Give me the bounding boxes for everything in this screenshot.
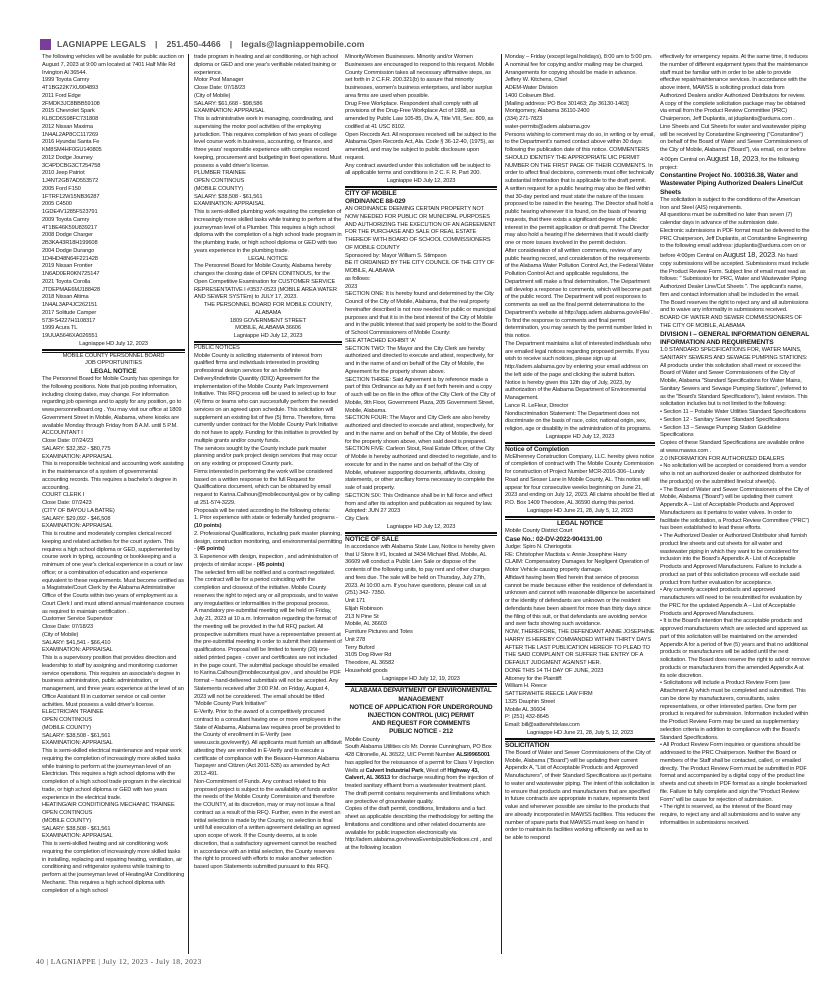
notice-text: The solicitation is subject to the conditions of the American Iron and Steel (AIS) requirements. xyxy=(660,196,801,211)
page-footer: 40 | LAGNIAPPE | July 12, 2023 - July 18, 2023 xyxy=(36,957,202,966)
notice-text: 1J4NT2GB7AD553572 xyxy=(42,178,99,184)
notice-text: • It is the Board's intention that the acceptable products and approved manufacturers which are selected and approved as part of this solicitation will be maintained on the amended Appendix A for a period of five (5) years and that no additional products or manufacturers will be added until the next solicitation. The Board does reserve the right to add or remove products or manufacturers from the amended Appendix A at its sole discretion. xyxy=(660,618,810,679)
notice-text: • Solicitations will include a Product Review Form (see Attachment A) which must be completed and submitted. This can be done by manufacturers, consultants, sales representatives, or other interested parties. One form per product is required for submission. Information included within the Product Review Form may be used as supplementary selection criteria in addition to compliance with the Board's Standard Specifications. xyxy=(660,680,809,741)
notice-text: Household goods xyxy=(345,667,388,674)
page-header xyxy=(40,37,364,51)
notice-text: KM8SM4HF0GU140805 xyxy=(42,147,102,153)
notice-text: This is routine and moderately complex clerical record keeping and related activities for the court system. This requires a high school diploma or GED, supplemented by course work in typing, accounting or bookkeeping and a minimum of one year's clerical experience in a court or law office; or a combination of education and experience equivalent to these requirements. Must become certified as a Magistrate/Court Clerk by the Alabama Administrative Office of the Courts within two years of employment as a Court Clerk I and must attend annual maintenance courses as required to maintain certification . xyxy=(42,531,184,615)
notice-text: 3. Experience with design, inspection , and administration of projects of similar scope - (45 points) xyxy=(194,554,338,568)
notice-text: 2012 Dodge Journey xyxy=(42,154,93,161)
notice-text: • Section 13 – Sewage Pumping Station Guideline Specifications xyxy=(660,424,781,439)
notice-text: trade program in heating and air conditioning, or high school diploma or GED and one year's verifiable related training or experience. xyxy=(194,54,339,76)
notice-text: Mobile County is soliciting statements of interest from qualified firms and individuals interested in providing professional design services for an Indefinite Delivery/Indefinite Quantity (IDIQ) Agreement for the implementation of the Mobile County Park Improvement Initiative. This RFQ process will be used to select up to four (4) firms or teams who can successfully perform the needed services on an agreed upon schedule. This solicitation will supplement an existing list of five (5) firms. Therefore, firms currently under contract for the Mobile County Park Initiative do not have to apply. Funding for this initiative is provided by multiple grants and/or county funds. xyxy=(194,352,339,444)
notice-text: • The right is reserved, as the interest of the Board may require, to reject any and all submissions and to waive any informalities in submissions received. xyxy=(660,804,801,826)
notice-text: SALARY: $38,508 - $61,561 xyxy=(194,193,263,200)
notice-text: EXAMINATION: APPRAISAL xyxy=(42,833,113,840)
notice-text: AN ORDINANCE DEEMING CERTAIN PROPERTY NOT NOW NEEDED FOR PUBLIC OR MUNICIPAL PURPOSES AND AUTHORIZING THE EXECUTION OF AN AGREEMENT FOR THE PURCHASE AND SALE OF REAL ESTATE THEREOF WITH BOARD OF SCHOOL COMMISSIONERS OF MOBILE COUNTY xyxy=(345,206,496,251)
notice-text: The Personnel Board for Mobile County has openings for the following positions. Note that job posting information, including closing dates, may change. For information regarding job openings and to apply for any position, go to www.personnelboard.org . You may visit our office at 1809 Government Street in Mobile, Alabama, where kiosks are available Monday through Friday from 8 A.M. until 5 P.M. xyxy=(42,376,182,429)
notice-text: 1N6AD0ER0KN725147 xyxy=(42,271,100,277)
separator: | xyxy=(229,39,233,49)
notice-text: 19UUA5646XA026551 xyxy=(42,333,98,339)
notice-text: Email: bill@satterwhitelaw.com xyxy=(505,722,580,729)
notice-text: (MOBILE COUNTY) xyxy=(194,185,244,192)
notice-text: Nondiscrimination Statement: The Department does not discriminate on the basis of race, color, national origin, sex, religion, age or disability in the administration of its programs. xyxy=(505,410,652,432)
notice-text: SALARY: $38,508 - $61,561 xyxy=(42,732,111,739)
notice-text: South Alabama Utilities c/o Mr. Donnie Cunningham, PO Box 428 Citronelle, AL 36522, UIC Permit Number ALSI9965001 has applied for the reissuance of a permit for Class V Injection Wells at Calvert Industrial Park, West off Highway 43, Calvert, AL 36513 for discharge resulting from the injection of treated sanitary effluent from a wastewater treatment plant. xyxy=(345,744,494,790)
notice-heading: PUBLIC NOTICE - 212 xyxy=(389,728,453,736)
notice-heading: LEGAL NOTICE xyxy=(556,519,604,527)
notice-text: SALARY: $41,541 - $66,410 xyxy=(42,639,111,646)
notice-text: DONE THIS 14 TH DAY OF JUNE, 2023 xyxy=(505,667,604,674)
notice-text: SECTION FIVE: Carleon Stout, Real Estate Officer, of the City of Mobile is hereby authorized and directed to negotiate, and to execute for and in the name and on behalf of the City of Mobile, whatever supporting documents, affidavits, closing statements, or other ancillary forms necessary to complete the sale of said property. xyxy=(345,446,497,492)
notice-text: 2018 Nissan Altima xyxy=(42,294,89,301)
column-5 xyxy=(660,54,810,954)
column-2 xyxy=(194,54,342,954)
notice-text: (City of Mobile) xyxy=(42,631,79,638)
email-link[interactable]: legals@lagniappemobile.com xyxy=(241,39,365,49)
separator: | xyxy=(154,39,158,49)
notice-text: 1325 Dauphin Street xyxy=(505,698,555,705)
notice-text: Mobile County District Court xyxy=(505,527,573,534)
notice-text: 2015 Chevrolet Spark xyxy=(42,108,95,115)
notice-text: EXAMINATION: APPRAISAL xyxy=(42,523,113,530)
notice-text: A mandatory pre-submittal meeting will be held on Friday, July 21, 2023 at 10 a.m. Information regarding the format of the meeting will be provided in the full RFQ packet. All prospective submitters must have a representative present at the pre-submittal meeting in order to submit their statement of qualifications. Proposal will be limited to twenty (20) one-sided printed pages - cover and certificates are not included in the page count. The submittal package should be emailed to Karina.Calhoun@mobilecountyal.gov , and should be PDF format – hand-delivered submittals will not be accepted. Any Statements received after 3:00 P.M. on Friday, August 4, 2023 will not be considered. The email should be titled "Mobile County Park Initiative" xyxy=(194,608,342,708)
notice-text: 2016 Hyundai Santa Fe xyxy=(42,139,100,146)
notice-text: 2004 Dodge Durango xyxy=(42,247,95,254)
notice-text: The Personnel Board for Mobile County, Alabama hereby changes the closing date of OPEN CONITNOUS, for the Open Competitive Examination for CUSTOMER SERVICE REPRESENTATIVE I #3537-0523 (MOBILE AREA WATER AND SEWER SYSTEm) to JULY 17, 2023. xyxy=(194,263,337,301)
notice-text: Line Sheets and Cut Sheets for water and wastewater piping will be received by Constantine Engineering ("Constantine") on behalf of the Board of Water and Sewer Commissioners of the City of Mobile, Alabama ("Board"), via email, on or before 4:00pm Central on August 18, 2023, for the following project: xyxy=(660,123,808,171)
notice-text: SATTERWHITE REECE LAW FIRM xyxy=(505,691,593,698)
notice-text: 1999 Acura TL xyxy=(42,325,78,332)
notice-text: Open Records Act. All responses received will be subject to the Alabama Open Records Act, Ala. Code § 36-12-40, (1975), as amended, and may be subject to public disclosure upon request. xyxy=(345,131,497,161)
notice-text: This is administrative work in managing, coordinating, and supervising the motor pool activities of the employing jurisdiction. This requires completion of two years of college level course work in business, accounting, or finance, and three years' responsible experience with complex record keeping, procurement and budgeting in fleet operations. Must possess a valid driver's license. xyxy=(194,116,342,169)
notice-text: City Clerk xyxy=(345,516,369,523)
notice-text: William H. Reece xyxy=(505,683,547,690)
issue-dates: July 12, 2023 - July 18, 2023 xyxy=(102,957,202,966)
notice-text: • No solicitation will be accepted or considered from a vendor who is not an authorized dealer or authorized distributor for the product(s) on the submitted line/cut sheet(s). xyxy=(660,463,807,485)
notice-text: Mobile County xyxy=(345,736,380,743)
notice-text: 2019 Nissan Frontier xyxy=(42,263,93,270)
notice-text: 1999 Toyota Camry xyxy=(42,77,90,84)
notice-text: Unit 278 xyxy=(345,636,366,643)
notice-text: Montgomery, Alabama 36110-2400 xyxy=(505,108,590,115)
notice-text: Any contract awarded under this solicitation will be subject to all applicable terms and conditions in 2 C. F. R. Part 200. xyxy=(345,162,491,177)
notice-subheading: MOBILE COUNTY PERSONNEL BOARD xyxy=(62,352,165,359)
notice-text: NOW, THEREFORE, THE DEFENDANT ANNIE JOSEPHINE HARRY IS HEREBY COMMANDED WITHIN THIRTY DAYS AFTER THE LAST PUBLICATION HEREOF TO PLEAD TO THE SAID COMPLAINT OR SUFFER THE ENTRY OF A DEFAULT JUDGMENT AGAINST HER. xyxy=(505,629,655,667)
notice-text: Customer Service Supervisor xyxy=(42,616,113,623)
notice-text: The Department maintains a list of interested individuals who are emailed legal notices regarding proposed permits. If you wish to receive such notices, please sign up at http://adem.alabama.gov by entering your email address on the left side of the page and clicking the submit button. xyxy=(505,340,652,378)
notice-text: After consideration of all written comments, review of any public hearing record, and consideration of the requirements of the Alabama Water Pollution Control Act, the Federal Water Pollution Control Act and applicable regulations, the Department will make a final determination. The Department will develop a response to comments, which will become part of the public record. The Department will post responses to comments as well as the final permit determinations to the Department's website at http://app.adem.alabama.gov/eFile/ . To find the response to comments and final permit determination, you may search by the permit number listed in this notice. xyxy=(505,247,654,339)
notice-text: 2. Professional Qualifications, including park master planning, design, construction monitoring, and environmental permitting - (45 points) xyxy=(194,530,342,553)
notice-text: Sponsored by: Mayor William S. Stimpson xyxy=(345,252,447,259)
notice-text: OPEN CONTINOUS xyxy=(42,810,93,817)
column-divider xyxy=(501,54,502,954)
notice-text: SECTION FOUR: The Mayor and City Clerk are also hereby authorized and directed to execute and attest, respectively, for and in the name and on behalf of the City of Mobile, the deed for the property shown above, when said deed is prepared. xyxy=(345,415,494,445)
column-1 xyxy=(42,54,185,954)
notice-text: Electronic submissions in PDF format must be delivered to the PRC Chairperson, Jeff Duplantis, at Constantine Engineering to the following email address: jduplantis@ardurra.com on or before 4:00pm Central on August 18, 2023. No hard copy submissions will be accepted. Submissions must include the Product Review Form. Subject line of email must read as follows: " Submission for PRC, Water and Wastewater Piping Authorized Dealer Line/Cut Sheets ". The applicant's name, firm and contact information shall be included in the email. xyxy=(660,227,810,298)
notice-text: Close Date: 07/18/23 xyxy=(42,624,94,631)
notice-text: This is semi-skilled electrical maintenance and repair work requiring the completion of increasingly more skilled tasks while training to perform at the journeyman level of an Electrician. This requires a high school diploma with the completion of a high school trade program in the electrical trade, or high school diploma or GED with two years experience in the electrical trade. xyxy=(42,748,182,801)
notice-text: 1GDE4V1285F523791 xyxy=(42,209,98,215)
notice-subheading: MOBILE, ALABAMA 36606 xyxy=(235,325,301,332)
column-4 xyxy=(505,54,655,954)
notice-text: 2021 Toyota Corolla xyxy=(42,278,91,285)
notice-text: COURT CLERK I xyxy=(42,492,85,499)
notice-text: Jeffery W. Kitchens, Chief xyxy=(505,77,567,84)
notice-text: 2010 Jeep Patriot xyxy=(42,170,85,177)
notice-text: (334) 271-7823 xyxy=(505,116,543,122)
notice-text: JTDEPMAE6MJ188428 xyxy=(42,286,101,293)
notice-text: Lance R. LeFleur, Director xyxy=(505,402,569,409)
notice-text: SEE ATTACHED EXHIBIT 'A' xyxy=(345,337,416,344)
notice-heading: Case No.: 02-DV-2022-904131.00 xyxy=(505,535,603,543)
notice-text: Close Date: 07/18/23 xyxy=(194,85,246,91)
notice-subheading: THE PERSONNEL BOARD FOR MOBILE COUNTY, ALABAMA xyxy=(203,302,333,316)
notice-text: Furniture Pictures and Totes xyxy=(345,629,413,636)
notice-heading: LEGAL NOTICE xyxy=(90,368,137,375)
notice-text: Minority/Women Businesses. Minority and/or Women Businesses are encouraged to respond to this request. Mobile County Commission takes all necessary affirmative steps, as set forth in 2 C.F.R. 200.321(b) to assure that minority businesses, women's business enterprises, and labor surplus area firms are used when possible. xyxy=(345,54,494,99)
notice-text: BOARD OF WATER AND SEWER COMMISSIONERS OF THE CITY OF MOBILE, ALABAMA xyxy=(660,315,803,329)
notice-text: PUBLIC NOTICES xyxy=(194,344,240,351)
notice-text: Motor Pool Manager xyxy=(194,77,244,84)
notice-text: This is responsible technical and accounting work assisting in the maintenance of a system of governmental accounting records. This requires a bachelor's degree in accounting. xyxy=(42,461,184,491)
notice-text: 213 N Pine St xyxy=(345,613,379,620)
notice-text: (MOBILE COUNTY) xyxy=(42,724,92,731)
publication-signature: Lagniappe HD June 21, 28, July 5, 12, 2023 xyxy=(527,729,633,736)
notice-text: 1D4HD48N64F221428 xyxy=(42,255,98,262)
notice-text: (CITY OF BAYOU LA BATRE) xyxy=(42,507,115,514)
notice-text: OPEN CONTINOUS xyxy=(194,178,245,184)
notice-text: 2011 Ford Edge xyxy=(42,92,81,99)
notice-text: 2009 Toyota Camry xyxy=(42,216,90,223)
publication-signature: Lagniappe HD July 12, 2023 xyxy=(386,523,456,530)
notice-text: EXAMINATION: APPRAISAL xyxy=(42,740,113,747)
notice-text: 2FMDK3JC8BBB59108 xyxy=(42,100,100,107)
notice-text: water-permits@adem.alabama.gov xyxy=(505,123,590,130)
notice-text: ADEM-Water Division xyxy=(505,85,558,91)
notice-text: Copies of these Standard Specifications are available online at www.mawss.com . xyxy=(660,440,805,454)
notice-subheading: JOB OPPORTUNITIES xyxy=(85,360,142,367)
notice-heading: Constantine Project No. 100316.38, Water and Wastewater Piping Authorized Dealers Line/Cut Sheets xyxy=(660,172,803,196)
notice-text: EXAMINATION: APPRAISAL xyxy=(194,201,265,208)
notice-heading: CITY OF MOBILE xyxy=(345,189,397,197)
notice-text: 1N4AL2AP8CC117269 xyxy=(42,131,99,138)
notice-text: Monday – Friday (except legal holidays), 8:00 am to 5:00 pm. A nominal fee for copying and/or mailing may be charged. Arrangements for copying should be made in advance. xyxy=(505,54,653,76)
notice-text: EXAMINATION: APPRAISAL xyxy=(42,453,113,460)
notice-text: A written request for a public hearing may also be filed within that 30-day period and must state the nature of the issues proposed to be raised in the hearing. The Director shall hold a public hearing whenever it is found, on the basis of hearing requests, that there exists a significant degree of public interest in the permit application or draft permit. The Director may also hold a hearing if he determines that it would clarify one or more issues involved in the permit decision. xyxy=(505,185,654,246)
notice-text: PLUMBER TRAINEE xyxy=(194,170,246,177)
notice-text: [Mailing address: PO Box 301463; Zip 36130-1463] xyxy=(505,100,629,107)
notice-text: Persons wishing to comment may do so, in writing or by email, to the Department's named contact above within 30 days following the publication date of this notice. COMMENTERS SHOULD IDENTIFY THE APPROPRIATE UIC PERMIT NUMBER ON THE FIRST PAGE OF THEIR COMMENTS. In order to affect final decisions, comments must offer technically substantial information that is applicable to the draft permit. xyxy=(505,131,655,184)
notice-text: Firms interested in performing the work will be considered based on a written response to the full Request for Qualifications document, which can be obtained by email request to Karina.Calhoun@mobilecountyal.gov or by calling at 251-574-3229. xyxy=(194,468,340,506)
notice-text: Affidavit having been filed herein that service of process cannot be made because either the residence of defendant is unknown and cannot with reasonable diligence be ascertained or the identity of defendants are unknown or the resident defendants have been absent for more than thirty days since the filing of this suit, or that defendants are avoiding service and aver facts showing such avoidance. xyxy=(505,574,655,628)
notice-text: Proposals will be rated according to the following criteria: xyxy=(194,507,331,514)
notice-text: 1.0 STANDARD SPECIFICATIONS FOR, WATER MAINS, SANITARY SEWERS AND SEWAGE PUMPING STATIONS: xyxy=(660,347,808,361)
notice-text: Judge: Spiro N. Cheriogotis xyxy=(505,543,572,550)
notice-text: This is semi-skilled plumbing work requiring the completion of increasingly more skilled tasks while training to perform at the journeyman level of a Plumber. This requires a high school diploma with the completion of a high school trade program in the plumbing trade, or high school diploma or GED with two years experience in the plumbing trade. xyxy=(194,209,342,254)
notice-text: CLAIM: Compensatory Damages for Negligent Operation of Motor Vehicle causing property damage. xyxy=(505,559,649,574)
notice-text: Elijah Robinson xyxy=(345,605,383,612)
notice-text: P: (251) 432-8645 xyxy=(505,714,549,721)
notice-subheading: LEGAL NOTICE xyxy=(248,255,288,262)
notice-text: Non-Commitment of Funds. Any contract related to this proposed project is subject to the availability of funds and/or the needs of the Mobile County Commission and therefore the COUNTY, at its discretion, may or may not issue a final contract as a result of this RFQ. Further, even in the event an initial selection is made by the County, no selection is final until full execution of a written agreement detailing an agreed upon scope of work. If the County deems, at is sole discretion, that a satisfactory agreement cannot be reached in accordance with an initial selection, the County reserves the right to proceed with efforts to make another selection based upon Statements submitted pursuant to this RFQ. xyxy=(194,778,341,870)
notice-text: BE IT ORDAINED BY THE CITY COUNCIL OF THE CITY OF MOBILE, ALABAMA xyxy=(345,260,495,275)
notice-text: • All Product Review Form inquiries or questions should be addressed to the PRC Chairperson. Neither the Board or members of the Staff shall be contacted, called, or emailed directly. The Product Review Form must be submitted in PDF format and accompanied by a digital copy of the product line sheets and cut sheets in PDF format as a single bookmarked file. Failure to fully complete and sign the "Product Review Form" will be cause for rejection of submission. xyxy=(660,742,807,803)
notice-text: (City of Mobile) xyxy=(194,92,231,99)
notice-text: RE: Christopher Mactista v. Annie Josephine Harry xyxy=(505,551,627,558)
notice-text: McElhenney Construction Company, LLC. hereby gives notice of completion of contract with The Mobile County Commission for construction of Project Number MCR-2016-306--Lundy Road and Sesser Lane in Mobile County, AL. This notice will appear for four consecutive weeks beginning on June 21, 2023 and ending on July 12, 2023. All claims should be filed at P.O. Box 1409 Theodore, AL 36590 during this period. xyxy=(505,453,655,507)
notice-text: • Section 12 - Sanitary Sewer Standard Specifications xyxy=(660,416,790,423)
notice-text: Notice is hereby given this 12th day of July, 2023, by authorization of the Alabama Department of Environmental Management. xyxy=(505,379,646,401)
notice-text: 3C4PDCBG3CT254758 xyxy=(42,162,101,169)
notice-text: ELECTRICIAN TRAINEE xyxy=(42,709,104,716)
notice-text: HEATING/AIR CONDITIONING MECHANIC TRAINEE xyxy=(42,802,175,809)
notice-text: 2017 Solitude Camper xyxy=(42,309,97,316)
notice-text: 2.0 INFORMATION FOR AUTHORIZED DEALERS xyxy=(660,455,785,462)
notice-text: 4T1BG22K7XU904893 xyxy=(42,85,99,91)
publication-signature: Lagniappe HD July 12, 2023 xyxy=(79,340,148,347)
notice-text: ACCOUNTANT I xyxy=(42,430,83,437)
notice-text: • The Authorized Dealer or Authorized Distributor shall furnish product line sheets and cut sheets for all water and wastewater piping in which they want to be considered for inclusion into the Board's Appendix A - List of Acceptable Products and Approved Manufacturers. Failure to include a product as part of this solicitation process will exclude said product from further evaluation for acceptance. xyxy=(660,533,808,586)
notice-text: 4T1BE46K59U839217 xyxy=(42,224,97,231)
notice-text: Close Date: 07/2423 xyxy=(42,500,92,507)
notice-text: Mobile AL 36604 xyxy=(505,706,546,713)
notice-text: SECTION TWO: The Mayor and the City Clerk are hereby authorized and directed to execute and attest, respectively, for and in the name of and on behalf of the City of Mobile, the Agreement for the property shown above. xyxy=(345,345,494,375)
publication-signature: Lagniappe HD July 12, 19, 2023 xyxy=(382,675,460,682)
notice-text: The draft permit contains requirements and limitations which are protective of groundwater quality. xyxy=(345,790,490,805)
notice-text: 1. Prior experience with state or federally funded programs - (10 points) xyxy=(194,515,338,529)
notice-text: Close Date: 07/24/23 xyxy=(42,438,94,445)
notice-text: SALARY: $32,352 - $80,775 xyxy=(42,445,111,452)
notice-text: Attorney for the Plaintiff: xyxy=(505,675,563,682)
column-divider xyxy=(188,54,189,954)
notice-text: 1400 Coliseum Blvd. xyxy=(505,92,555,99)
publication-name: LAGNIAPPE xyxy=(50,957,97,966)
notice-text: EXAMINATION: APPRAISAL xyxy=(42,647,113,654)
notice-text: In accordance with Alabama State Law, Notice is hereby given that U Store It #1, located at 3434 Michael Blvd. Mobile, AL 36609 will conduct a Public Lien Sale or dispose of the contents of the following units, to pay rent and other charges and fees due. The sale will be held on Thursday, July 27th, 2023. At 10:00 a.m. If you have questions, please call us at (251) 342- 7350. xyxy=(345,543,495,597)
notice-heading: ALABAMA DEPARTMENT OF ENVIRONMENTAL MANAGEMENT xyxy=(350,687,492,703)
notice-text: Copies of the draft permit, conditions, limitations and a fact sheet as applicable describing the methodology for setting the limitations and conditions and other related documents are available for public inspection electronically via http://adem.alabama.gov/newsEvents/publicNotices.cnt , and at the following location xyxy=(345,806,494,852)
notice-text: SALARY: $38,508 - $61,561 xyxy=(42,825,111,832)
notice-text: 2B3KA43R18H199608 xyxy=(42,240,98,246)
notice-text: Terry Buford xyxy=(345,644,375,651)
notice-text: (MOBILE COUNTY) xyxy=(42,817,92,824)
notice-text: 2023 xyxy=(345,283,358,290)
notice-text: The services sought by the County include park master planning and/or park project design services that may occur on any existing or proposed County park. xyxy=(194,445,338,467)
notice-text: SALARY: $29,092 - $46,508 xyxy=(42,515,111,522)
notice-heading: Notice of Completion xyxy=(505,445,569,453)
notice-text: The Board reserves the right to reject any and all submissions and to waive any informality in submissions received. xyxy=(660,299,809,314)
notice-text: SALARY: $61,668 - $98,586 xyxy=(194,100,263,107)
notice-heading: DIVISION I – GENERAL INFORMATION GENERAL INFORMATION AND REQUIREMENTS xyxy=(660,330,810,346)
notice-text: 2008 Dodge Charger xyxy=(42,232,93,239)
notice-text: effectively for emergency repairs. At the same time, it reduces the number of different equipment types that the maintenance staff must be familiar with in order to be able to provide effective repair/maintenance services. In accordance with the above intent, MAWSS is soliciting product data from Authorized Dealers and/or Authorized Distributors for review. xyxy=(660,54,808,99)
notice-text: Drug Free Workplace. Respondent shall comply with all provisions of the Drug-Free Workplace Act of 1988, as amended by Public Law 105-85, Div. A, Title VIII, Sec. 809, as codified at 41 USC 8102. xyxy=(345,100,494,130)
notice-text: as follows: xyxy=(345,275,371,282)
notice-heading: ORDINANCE 88-029 xyxy=(345,197,406,205)
notice-text: The Board of Water and Sewer Commissioners of the City of Mobile, Alabama ("Board") will be updating their current Appendix A, "List of Acceptable Products and Approved Manufacturers", of their Standard Specifications as it pertains to water and wastewater piping. The intent of this solicitation is to ensure that products and manufacturers that are specified in future contracts are appropriate in nature, represents best value and whenever possible are similar to the products that are already incorporated in MAWSS facilities. This reduces the number of spare parts that MAWSS must keep on hand in order to maintain its facilities working efficiently as well as to be able to respond xyxy=(505,749,655,842)
notice-text: • The Board of Water and Sewer Commissioners of the City of Mobile, Alabama ("Board") will be updating their current Appendix A – List of Acceptable Products and Approved Manufacturers as it pertains to water valves. In order to facilitate the solicitation, a Product Review Committee ("PRC") has been established to lead these efforts. xyxy=(660,486,810,532)
notice-text: Unit 171 xyxy=(345,598,366,605)
notice-text: Theodore, AL 36582 xyxy=(345,660,395,667)
notice-text: All questions must be submitted no later than seven (7) calendar days in advance of the submission date. xyxy=(660,212,793,227)
notice-text: A copy of the complete solicitation package may be obtained via email from the Product Review Committee (PRC) Chairperson, Jeff Duplantis, at jduplantis@ardurra.com . xyxy=(660,100,806,122)
notice-text: • Any currently accepted products and approved manufacturers will need to be resubmitted for evaluation by the PRC for the updated Appendix A – List of Acceptable Products and Approved Manufacturers. xyxy=(660,587,802,617)
notice-text: 1FTRF12W15NB36287 xyxy=(42,193,100,200)
notice-text: OPEN CONTINOUS xyxy=(42,717,93,724)
notice-text: SECTION ONE: It is hereby found and determined by the City Council of the City of Mobile, Alabama, that the real property hereinafter described is not now needed for public or municipal purposes and that it is in the best interest of the City of Mobile and in the public interest that said property be sold to the Board of School Commissioners of Mobile County: xyxy=(345,291,497,337)
notice-text: The selected firm will be notified and a contract negotiated. The contract will be for a period coinciding with the completion and closeout of the initiative. Mobile County reserves the right to reject any or all proposals, and to waive any irregularities or informalities in the proposal process. xyxy=(194,569,339,607)
notice-text: 2005 Ford F150 xyxy=(42,185,81,192)
notice-text: 573FS4227H1108317 xyxy=(42,317,96,324)
publication-signature: Lagniappe HD July 12, 2023 xyxy=(545,433,615,440)
notice-text: Adopted: JUN 27 2023 xyxy=(345,508,401,515)
notice-text: 2012 Nissan Maxima xyxy=(42,123,93,130)
notice-text: The following vehicles will be available for public auction on August 7, 2023 at 9:00 am located at 7401 Half Mile Rd Irvington Al 36544. xyxy=(42,54,185,76)
notice-text: This is a supervisory position that provides direction and leadership to staff by assigning and monitoring customer service operations. This requires an associate's degree in business administration, public administration, or management, and three years experience at the level of an Office Assistant III in customer service or call center activities. Must possess a valid driver's license. xyxy=(42,655,184,708)
notice-heading: NOTICE OF APPLICATION FOR UNDERGROUND INJECTION CONTROL (UIC) PERMIT xyxy=(349,703,493,719)
notice-text: This is semi-skilled heating and air conditioning work requiring the completion of increasingly more skilled tasks in installing, replacing and repairing heating, ventilation, air conditioning and refrigerator systems while training to perform at the journeyman level of Heating/Air Conditioning Mechanic. This requires a high school diploma with completion of a high school xyxy=(42,841,185,894)
notice-text: E-Verify. Prior to the award of a competitively procured contract to a consultant having one or more employees in the State of Alabama, Alabama law requires proof be provided to the County of enrollment in E-Verify (see www.uscis.gov/everify). All applicants must furnish an affidavit attesting they are enrolled in E-Verify and to execute a certificate of compliance with the Beason-Hammon Alabama Taxpayer and Citizen (Act 2011-535) as amended by Act 2012-491. xyxy=(194,709,342,777)
notice-text: 3105 Dog River Rd xyxy=(345,652,392,659)
publication-signature: Lagniappe HD July 12, 2023 xyxy=(386,178,456,184)
notice-text: SECTION SIX: This Ordinance shall be in full force and effect from and after its adoption and publication as required by law. xyxy=(345,492,493,507)
page-number: 40 xyxy=(36,957,45,966)
notice-text: SECTION THREE: Said Agreement is by reference made a part of this Ordinance as fully as if set forth herein and a copy of such will be on file in the office of the City Clerk of the City of Mobile, 9th Floor, Government Plaza, 205 Government Street, Mobile, Alabama. xyxy=(345,376,496,414)
notice-heading: SOLICITATION xyxy=(505,741,550,749)
notice-text: EXAMINATION: APPRAISAL xyxy=(194,108,265,115)
publication-signature: Lagniappe HD July 12, 2023 xyxy=(233,333,303,339)
notice-text: • Section 11 – Potable Water Utilities Standard Specifications xyxy=(660,409,806,416)
notice-text: KL8CD6S98FC731808 xyxy=(42,116,99,122)
notice-text: 1N4AL3AP4JC262151 xyxy=(42,302,98,308)
notice-text: Mobile, AL 36603 xyxy=(345,621,387,628)
notice-heading: AND REQUEST FOR COMMENTS xyxy=(372,720,470,728)
brand-square-icon xyxy=(40,39,51,50)
notice-heading: NOTICE OF SALE xyxy=(345,535,399,543)
section-title: LAGNIAPPE LEGALS xyxy=(57,39,146,49)
notice-text: All products under this solicitation shall meet or exceed the Board of Water and Sewer Commissioners of the City of Mobile, Alabama "Standard Specifications for Water Mains, Sanitary Sewers and Sewage Pumping Stations", (referred to as the "Board's Standard Specifications"), latest revision. This solicitation includes but is not limited to the following: xyxy=(660,362,808,408)
column-3 xyxy=(345,54,497,954)
publication-signature: Lagniappe HD June 21, 28, July 5, 12, 2023 xyxy=(527,507,633,514)
notice-text: 2005 C4500 xyxy=(42,201,72,208)
notice-subheading: 1809 GOVERNMENT STREET xyxy=(229,317,307,324)
phone-number: 251.450-4466 xyxy=(166,39,221,49)
